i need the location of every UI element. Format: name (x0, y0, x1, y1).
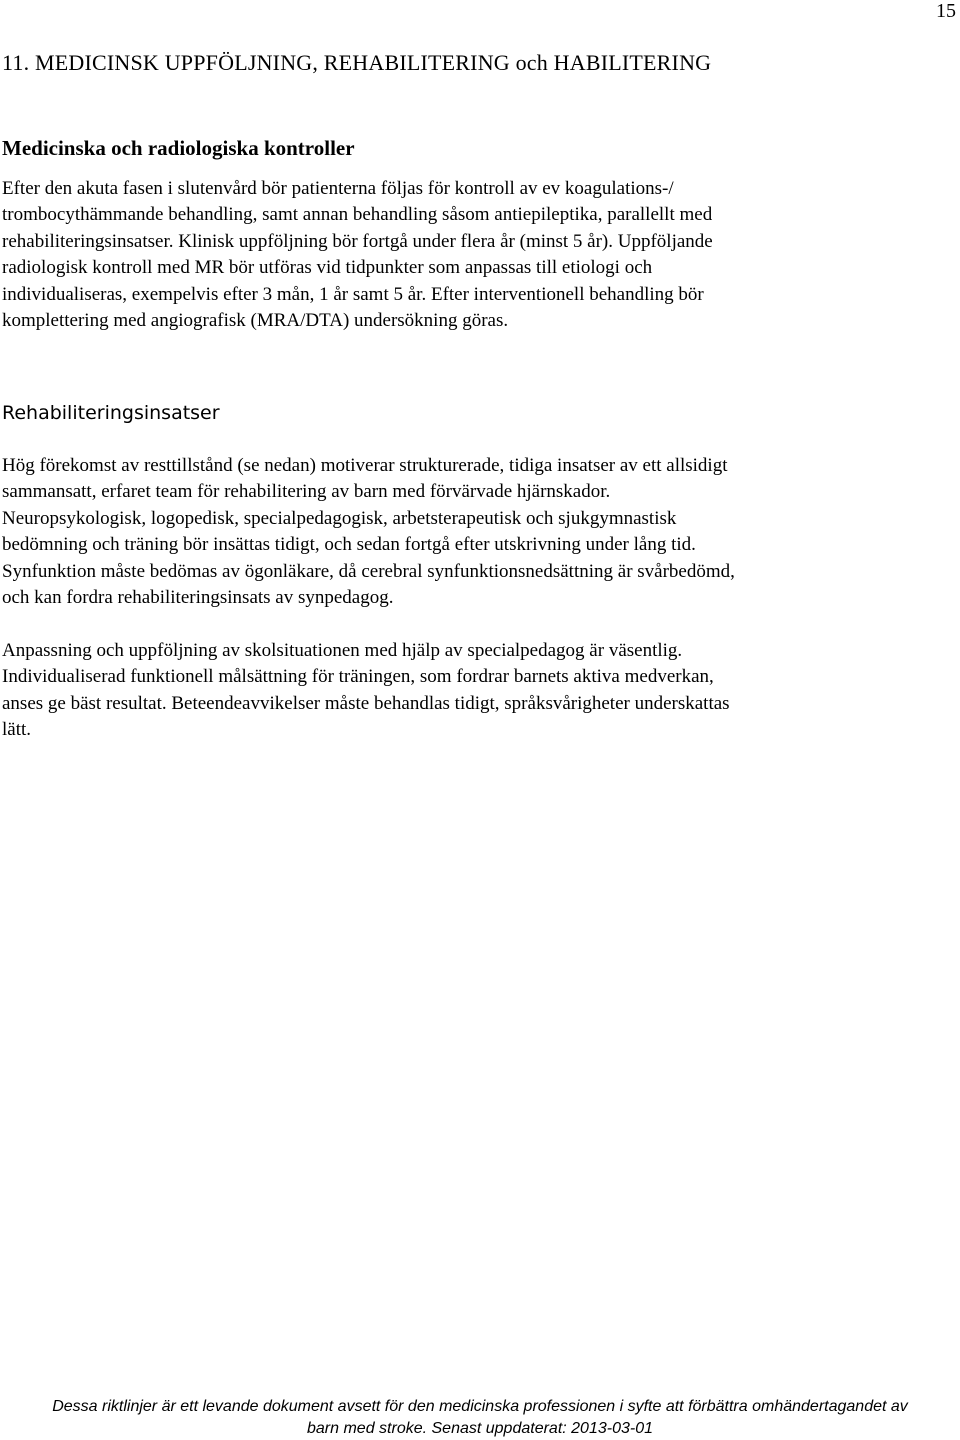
text-line: Neuropsykologisk, logopedisk, specialpedagogisk, arbetsterapeutisk och sjukgymnastisk (2, 507, 677, 529)
text-line: anses ge bäst resultat. Beteendeavvikelser måste behandlas tidigt, språksvårigheter underskattas (2, 692, 730, 714)
text-line: sammansatt, erfaret team för rehabilitering av barn med förvärvade hjärnskador. (2, 481, 611, 503)
footer-line: barn med stroke. Senast uppdaterat: 2013-03-01 (307, 1420, 653, 1437)
page-footer (0, 1396, 960, 1440)
text-line: Synfunktion måste bedömas av ögonläkare, då cerebral synfunktionsnedsättning är svårbedömd, (2, 560, 735, 582)
text-line: rehabiliteringsinsatser. Klinisk uppföljning bör fortgå under flera år (minst 5 år). Uppföljande (2, 230, 713, 252)
text-line: bedömning och träning bör insättas tidigt, och sedan fortgå efter utskrivning under lång tid. (2, 534, 696, 556)
paragraph-rehabilitation-1 (2, 453, 952, 611)
text-line: trombocythämmande behandling, samt annan behandling såsom antiepileptika, parallellt med (2, 204, 713, 226)
section-title-rehabilitation: Rehabiliteringsinsatser (2, 402, 220, 424)
paragraph-medical-controls (2, 176, 952, 334)
text-line: Efter den akuta fasen i slutenvård bör patienterna följas för kontroll av ev koagulations-/ (2, 178, 674, 199)
text-line: lätt. (2, 719, 32, 741)
chapter-title: 11. MEDICINSK UPPFÖLJNING, REHABILITERING och HABILITERING (2, 50, 712, 75)
text-line: och kan fordra rehabiliteringsinsats av synpedagog. (2, 587, 394, 609)
text-line: Hög förekomst av resttillstånd (se nedan) motiverar strukturerade, tidiga insatser av ett allsidigt (2, 455, 728, 476)
paragraph-rehabilitation-2 (2, 638, 952, 744)
page-number: 15 (936, 0, 956, 22)
section-title-medical-controls: Medicinska och radiologiska kontroller (2, 136, 355, 160)
text-line: radiologisk kontroll med MR bör utföras vid tidpunkter som anpassas till etiologi och (2, 257, 653, 279)
footer-line: Dessa riktlinjer är ett levande dokument avsett för den medicinska professionen i syfte att förbättra omhändertagandet av (52, 1398, 908, 1415)
text-line: Individualiserad funktionell målsättning för träningen, som fordrar barnets aktiva medverkan, (2, 666, 714, 688)
text-line: komplettering med angiografisk (MRA/DTA) undersökning göras. (2, 310, 509, 332)
text-line: individualiseras, exempelvis efter 3 mån, 1 år samt 5 år. Efter interventionell behandling bör (2, 283, 704, 305)
text-line: Anpassning och uppföljning av skolsituationen med hjälp av specialpedagog är väsentlig. (2, 640, 683, 661)
